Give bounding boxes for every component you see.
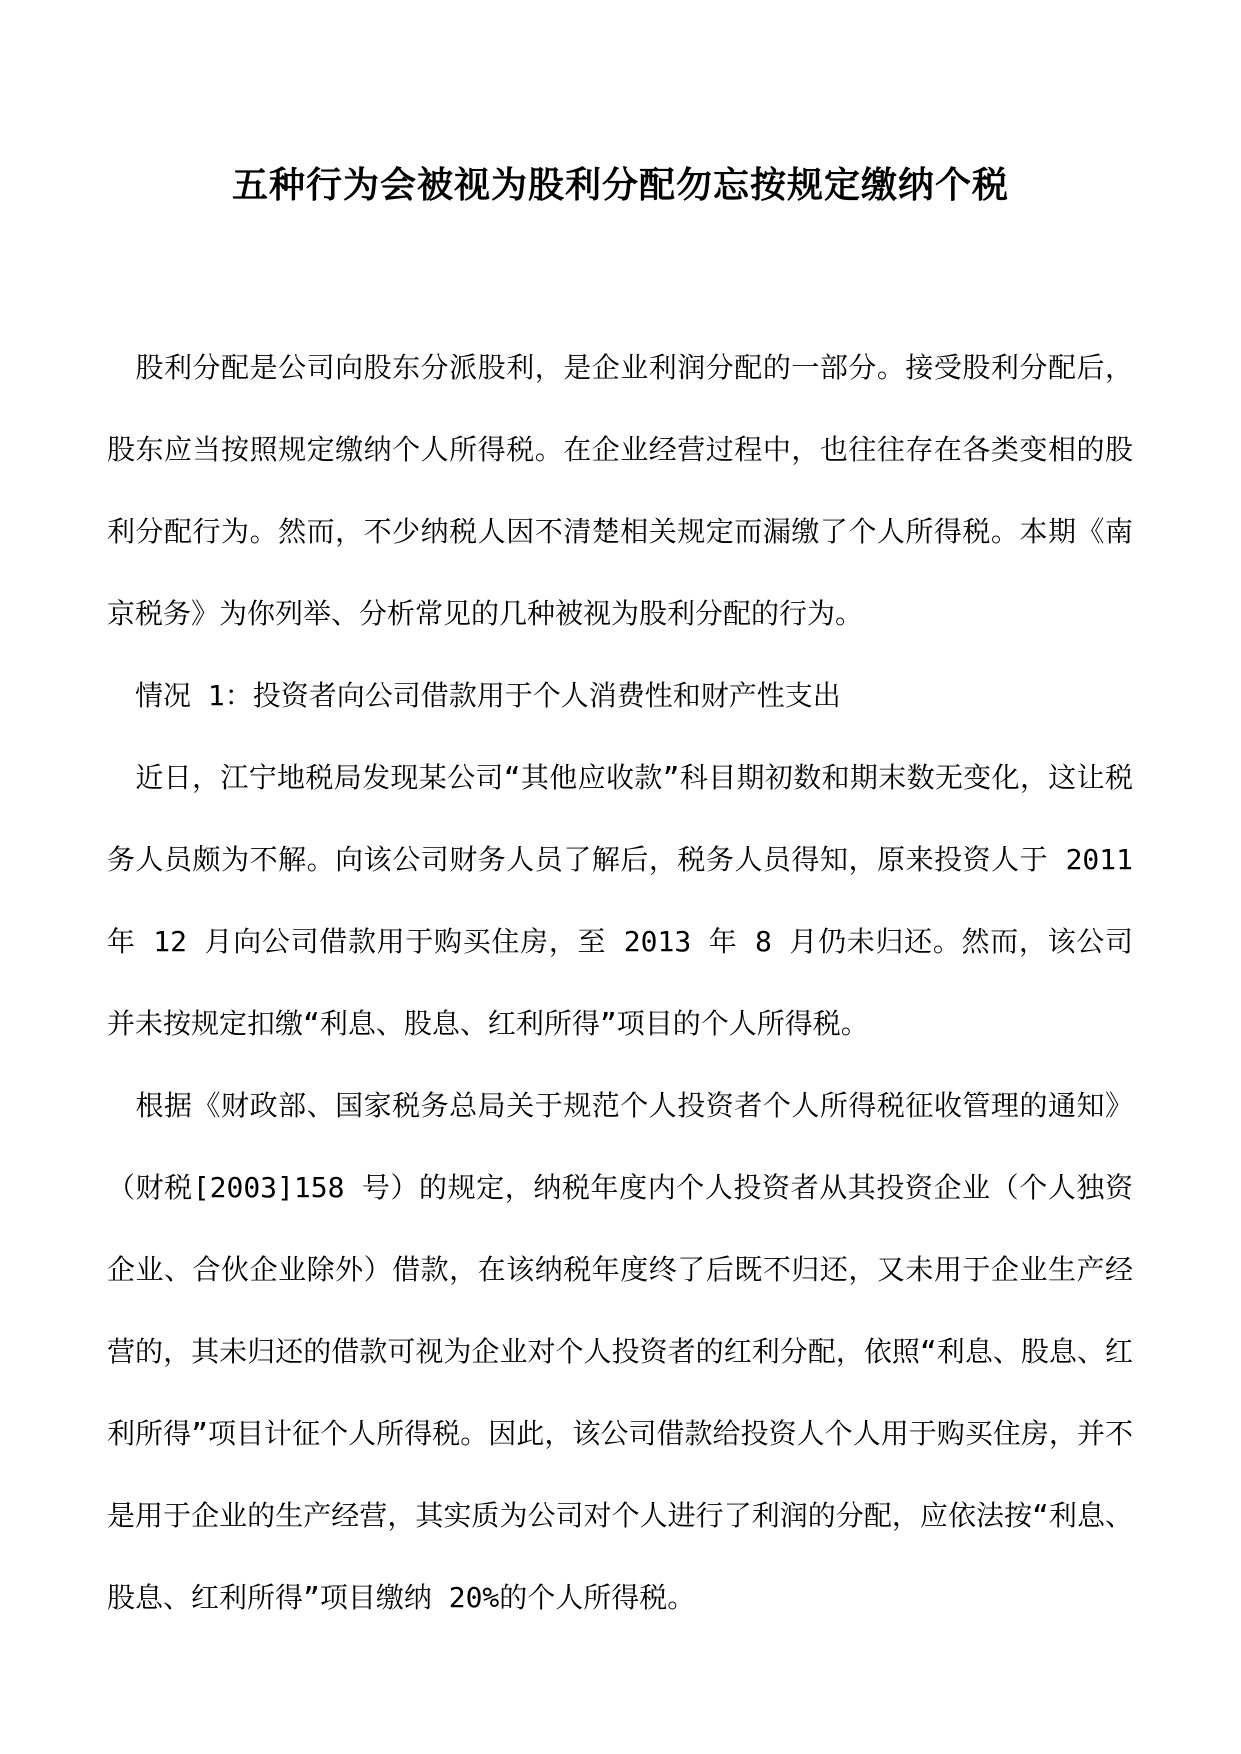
paragraph-intro-text: 股利分配是公司向股东分派股利，是企业利润分配的一部分。接受股利分配后，股东应当按照规定缴纳个人所得税。在企业经营过程中，也往往存在各类变相的股利分配行为。然而，不少纳税人因不清楚相关规定而漏缴了个人所得税。本期《南京税务》为你列举、分析常见的几种被视为股利分配的行为。 (107, 351, 1133, 630)
document-body (107, 327, 1133, 1639)
paragraph-case-heading (107, 655, 1133, 737)
paragraph-case-heading-text: 情况 1：投资者向公司借款用于个人消费性和财产性支出 (135, 679, 841, 712)
paragraph-case-description-text: 近日，江宁地税局发现某公司“其他应收款”科目期初数和期末数无变化，这让税务人员颇为不解。向该公司财务人员了解后，税务人员得知，原来投资人于 2011 年 12 月向公司借款用于购买住房，至 2013 年 8 月仍未归还。然而，该公司并未按规定扣缴“利息、股息、红利所得”项目的个人所得税。 (107, 761, 1133, 1040)
paragraph-intro (107, 327, 1133, 655)
paragraph-case-description (107, 737, 1133, 1065)
paragraph-regulation-text: 根据《财政部、国家税务总局关于规范个人投资者个人所得税征收管理的通知》（财税[2003]158 号）的规定，纳税年度内个人投资者从其投资企业（个人独资企业、合伙企业除外）借款，在该纳税年度终了后既不归还，又未用于企业生产经营的，其未归还的借款可视为企业对个人投资者的红利分配，依照“利息、股息、红利所得”项目计征个人所得税。因此，该公司借款给投资人个人用于购买住房，并不是用于企业的生产经营，其实质为公司对个人进行了利润的分配，应依法按“利息、股息、红利所得”项目缴纳 20%的个人所得税。 (107, 1089, 1133, 1614)
paragraph-regulation (107, 1065, 1133, 1639)
document-title: 五种行为会被视为股利分配勿忘按规定缴纳个税 (231, 164, 1009, 206)
